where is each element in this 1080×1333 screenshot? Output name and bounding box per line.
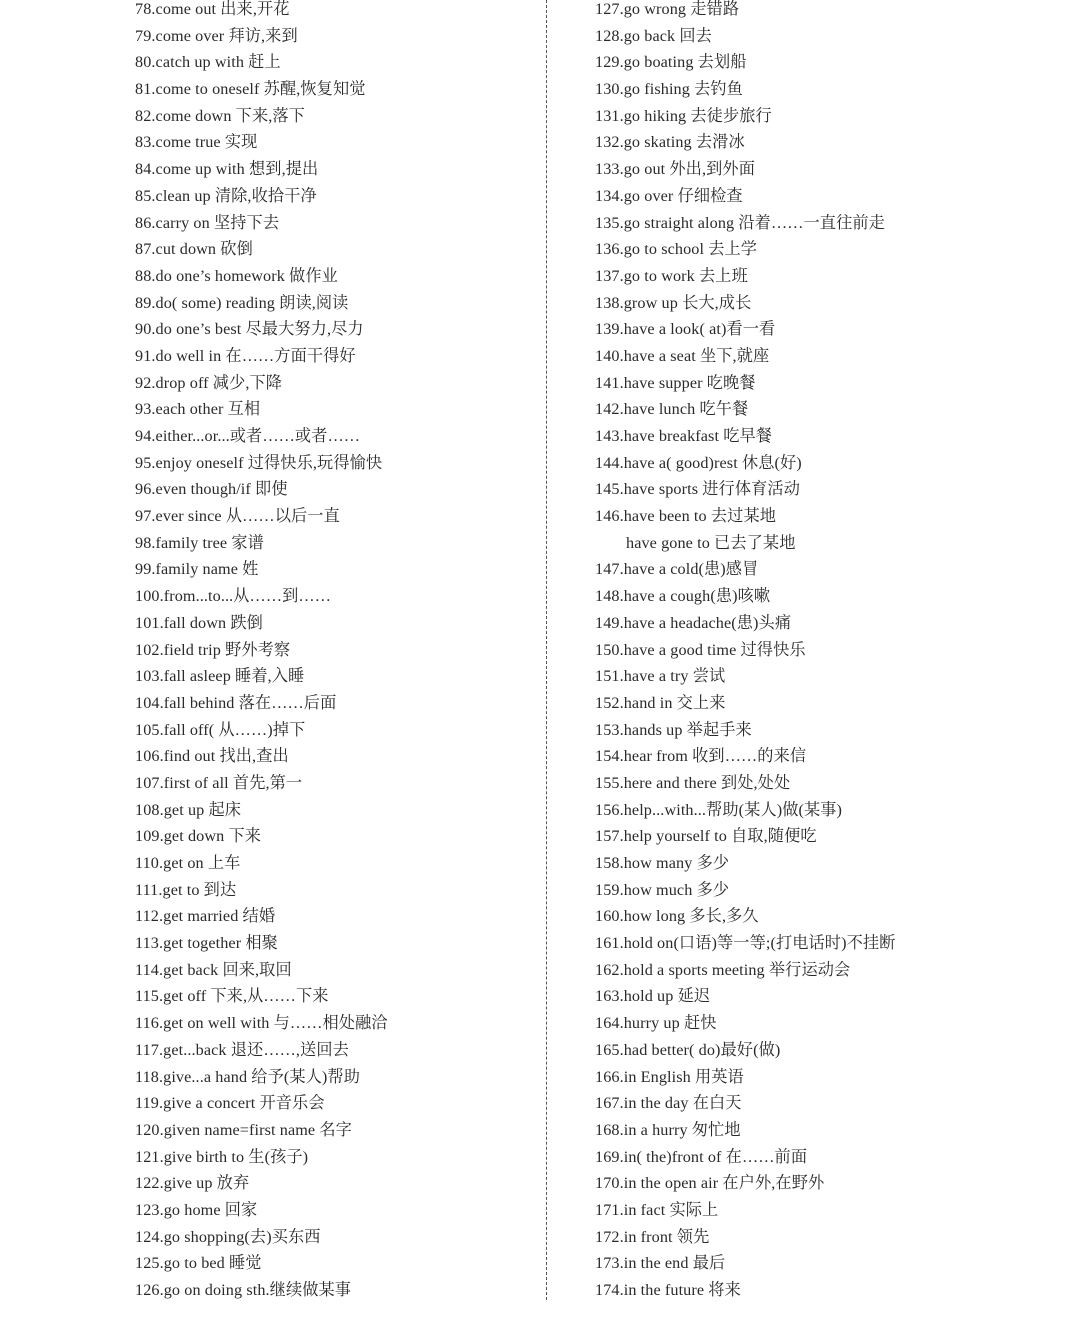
phrase-entry: 108.get up 起床 xyxy=(135,800,242,819)
phrase-entry: 145.have sports 进行体育活动 xyxy=(595,480,800,499)
phrase-entry: 83.come true 实现 xyxy=(135,133,258,152)
phrase-entry: 170.in the open air 在户外,在野外 xyxy=(595,1174,825,1193)
phrase-entry: 165.had better( do)最好(做) xyxy=(595,1040,781,1059)
column-divider xyxy=(546,0,547,1300)
phrase-entry: 96.even though/if 即使 xyxy=(135,480,288,499)
phrase-entry: 160.how long 多长,多久 xyxy=(595,907,759,926)
phrase-entry: 137.go to work 去上班 xyxy=(595,266,748,285)
phrase-entry: 93.each other 互相 xyxy=(135,400,261,419)
phrase-entry: 119.give a concert 开音乐会 xyxy=(135,1094,325,1113)
phrase-entry: 133.go out 外出,到外面 xyxy=(595,160,755,179)
phrase-entry: 142.have lunch 吃午餐 xyxy=(595,400,749,419)
phrase-entry: 78.come out 出来,开花 xyxy=(135,0,290,18)
phrase-entry: 125.go to bed 睡觉 xyxy=(135,1254,262,1273)
phrase-entry: 99.family name 姓 xyxy=(135,560,259,579)
phrase-entry: 174.in the future 将来 xyxy=(595,1281,741,1299)
phrase-entry: 166.in English 用英语 xyxy=(595,1067,744,1086)
phrase-entry: 131.go hiking 去徒步旅行 xyxy=(595,106,772,125)
phrase-entry: 123.go home 回家 xyxy=(135,1200,258,1219)
phrase-entry: 147.have a cold(患)感冒 xyxy=(595,560,759,579)
phrase-entry: 102.field trip 野外考察 xyxy=(135,640,291,659)
phrase-entry: 152.hand in 交上来 xyxy=(595,693,726,712)
phrase-entry: 132.go skating 去滑冰 xyxy=(595,133,745,152)
phrase-entry: 130.go fishing 去钓鱼 xyxy=(595,80,743,99)
phrase-entry: 104.fall behind 落在……后面 xyxy=(135,693,337,712)
phrase-entry: 98.family tree 家谱 xyxy=(135,533,264,552)
phrase-entry: 140.have a seat 坐下,就座 xyxy=(595,346,770,365)
phrase-entry: 79.come over 拜访,来到 xyxy=(135,26,298,45)
phrase-entry: 89.do( some) reading 朗读,阅读 xyxy=(135,293,349,312)
phrase-entry: 112.get married 结婚 xyxy=(135,907,276,926)
phrase-entry: 138.grow up 长大,成长 xyxy=(595,293,752,312)
phrase-entry: 84.come up with 想到,提出 xyxy=(135,160,319,179)
phrase-entry: 161.hold on(口语)等一等;(打电话时)不挂断 xyxy=(595,934,896,953)
phrase-entry: 129.go boating 去划船 xyxy=(595,53,747,72)
phrase-entry: 135.go straight along 沿着……一直往前走 xyxy=(595,213,885,232)
phrase-entry: 118.give...a hand 给予(某人)帮助 xyxy=(135,1067,360,1086)
phrase-entry: 94.either...or...或者……或者…… xyxy=(135,427,361,445)
phrase-entry: 127.go wrong 走错路 xyxy=(595,0,740,18)
phrase-entry: 82.come down 下来,落下 xyxy=(135,106,305,125)
phrase-entry: 154.hear from 收到……的来信 xyxy=(595,747,807,766)
phrase-entry: 90.do one’s best 尽最大努力,尽力 xyxy=(135,320,364,339)
phrase-entry: 81.come to oneself 苏醒,恢复知觉 xyxy=(135,80,366,99)
phrase-entry: 136.go to school 去上学 xyxy=(595,240,758,259)
left-phrase-column xyxy=(135,0,535,1308)
phrase-entry: 168.in a hurry 匆忙地 xyxy=(595,1120,741,1139)
phrase-entry: 107.first of all 首先,第一 xyxy=(135,773,303,792)
phrase-entry: 115.get off 下来,从……下来 xyxy=(135,987,329,1006)
phrase-entry: 148.have a cough(患)咳嗽 xyxy=(595,587,771,606)
phrase-entry: 172.in front 领先 xyxy=(595,1227,710,1246)
phrase-entry: 92.drop off 减少,下降 xyxy=(135,373,283,392)
phrase-entry: 88.do one’s homework 做作业 xyxy=(135,266,338,285)
phrase-entry: 122.give up 放弃 xyxy=(135,1174,250,1193)
phrase-entry: 117.get...back 退还……,送回去 xyxy=(135,1040,349,1059)
phrase-entry: 173.in the end 最后 xyxy=(595,1254,726,1273)
phrase-entry: 109.get down 下来 xyxy=(135,827,262,846)
phrase-entry: 116.get on well with 与……相处融洽 xyxy=(135,1014,388,1033)
phrase-entry: 101.fall down 跌倒 xyxy=(135,613,263,632)
phrase-entry: 100.from...to...从……到…… xyxy=(135,587,331,606)
phrase-entry: 164.hurry up 赶快 xyxy=(595,1014,717,1033)
phrase-entry: 134.go over 仔细检查 xyxy=(595,186,743,205)
phrase-entry: 150.have a good time 过得快乐 xyxy=(595,640,806,659)
phrase-entry: 85.clean up 清除,收拾干净 xyxy=(135,186,317,205)
phrase-entry: 162.hold a sports meeting 举行运动会 xyxy=(595,960,851,979)
phrase-entry: 91.do well in 在……方面干得好 xyxy=(135,346,356,365)
phrase-entry: 143.have breakfast 吃早餐 xyxy=(595,427,773,445)
phrase-entry: 120.given name=first name 名字 xyxy=(135,1120,352,1139)
phrase-entry: 151.have a try 尝试 xyxy=(595,667,726,686)
phrase-entry: 97.ever since 从……以后一直 xyxy=(135,507,340,526)
phrase-entry: 124.go shopping(去)买东西 xyxy=(135,1227,321,1246)
phrase-entry: 114.get back 回来,取回 xyxy=(135,960,292,979)
phrase-entry: 167.in the day 在白天 xyxy=(595,1094,742,1113)
phrase-entry: 126.go on doing sth.继续做某事 xyxy=(135,1281,352,1299)
phrase-entry: 156.help...with...帮助(某人)做(某事) xyxy=(595,800,843,819)
phrase-entry: 87.cut down 砍倒 xyxy=(135,240,253,259)
phrase-entry: 149.have a headache(患)头痛 xyxy=(595,613,792,632)
phrase-entry: 95.enjoy oneself 过得快乐,玩得愉快 xyxy=(135,453,383,472)
phrase-entry: 111.get to 到达 xyxy=(135,880,237,899)
phrase-entry: 105.fall off( 从……)掉下 xyxy=(135,720,306,739)
phrase-entry: have gone to 已去了某地 xyxy=(626,533,796,552)
phrase-entry: 110.get on 上车 xyxy=(135,854,241,872)
phrase-entry: 157.help yourself to 自取,随便吃 xyxy=(595,827,817,846)
phrase-entry: 158.how many 多少 xyxy=(595,854,730,872)
phrase-entry: 155.here and there 到处,处处 xyxy=(595,773,791,792)
phrase-entry: 121.give birth to 生(孩子) xyxy=(135,1147,309,1166)
phrase-entry: 128.go back 回去 xyxy=(595,26,712,45)
right-phrase-column xyxy=(595,0,1065,1308)
phrase-entry: 163.hold up 延迟 xyxy=(595,987,711,1006)
phrase-entry: 106.find out 找出,查出 xyxy=(135,747,289,766)
phrase-entry: 153.hands up 举起手来 xyxy=(595,720,752,739)
phrase-entry: 80.catch up with 赶上 xyxy=(135,53,281,72)
phrase-entry: 113.get together 相聚 xyxy=(135,934,278,953)
phrase-entry: 86.carry on 坚持下去 xyxy=(135,213,280,232)
phrase-entry: 141.have supper 吃晚餐 xyxy=(595,373,756,392)
phrase-entry: 146.have been to 去过某地 xyxy=(595,507,777,526)
phrase-entry: 169.in( the)front of 在……前面 xyxy=(595,1147,808,1166)
phrase-entry: 171.in fact 实际上 xyxy=(595,1200,719,1219)
phrase-entry: 144.have a( good)rest 休息(好) xyxy=(595,453,802,472)
phrase-entry: 159.how much 多少 xyxy=(595,880,730,899)
phrase-entry: 103.fall asleep 睡着,入睡 xyxy=(135,667,305,686)
phrase-entry: 139.have a look( at)看一看 xyxy=(595,320,776,339)
